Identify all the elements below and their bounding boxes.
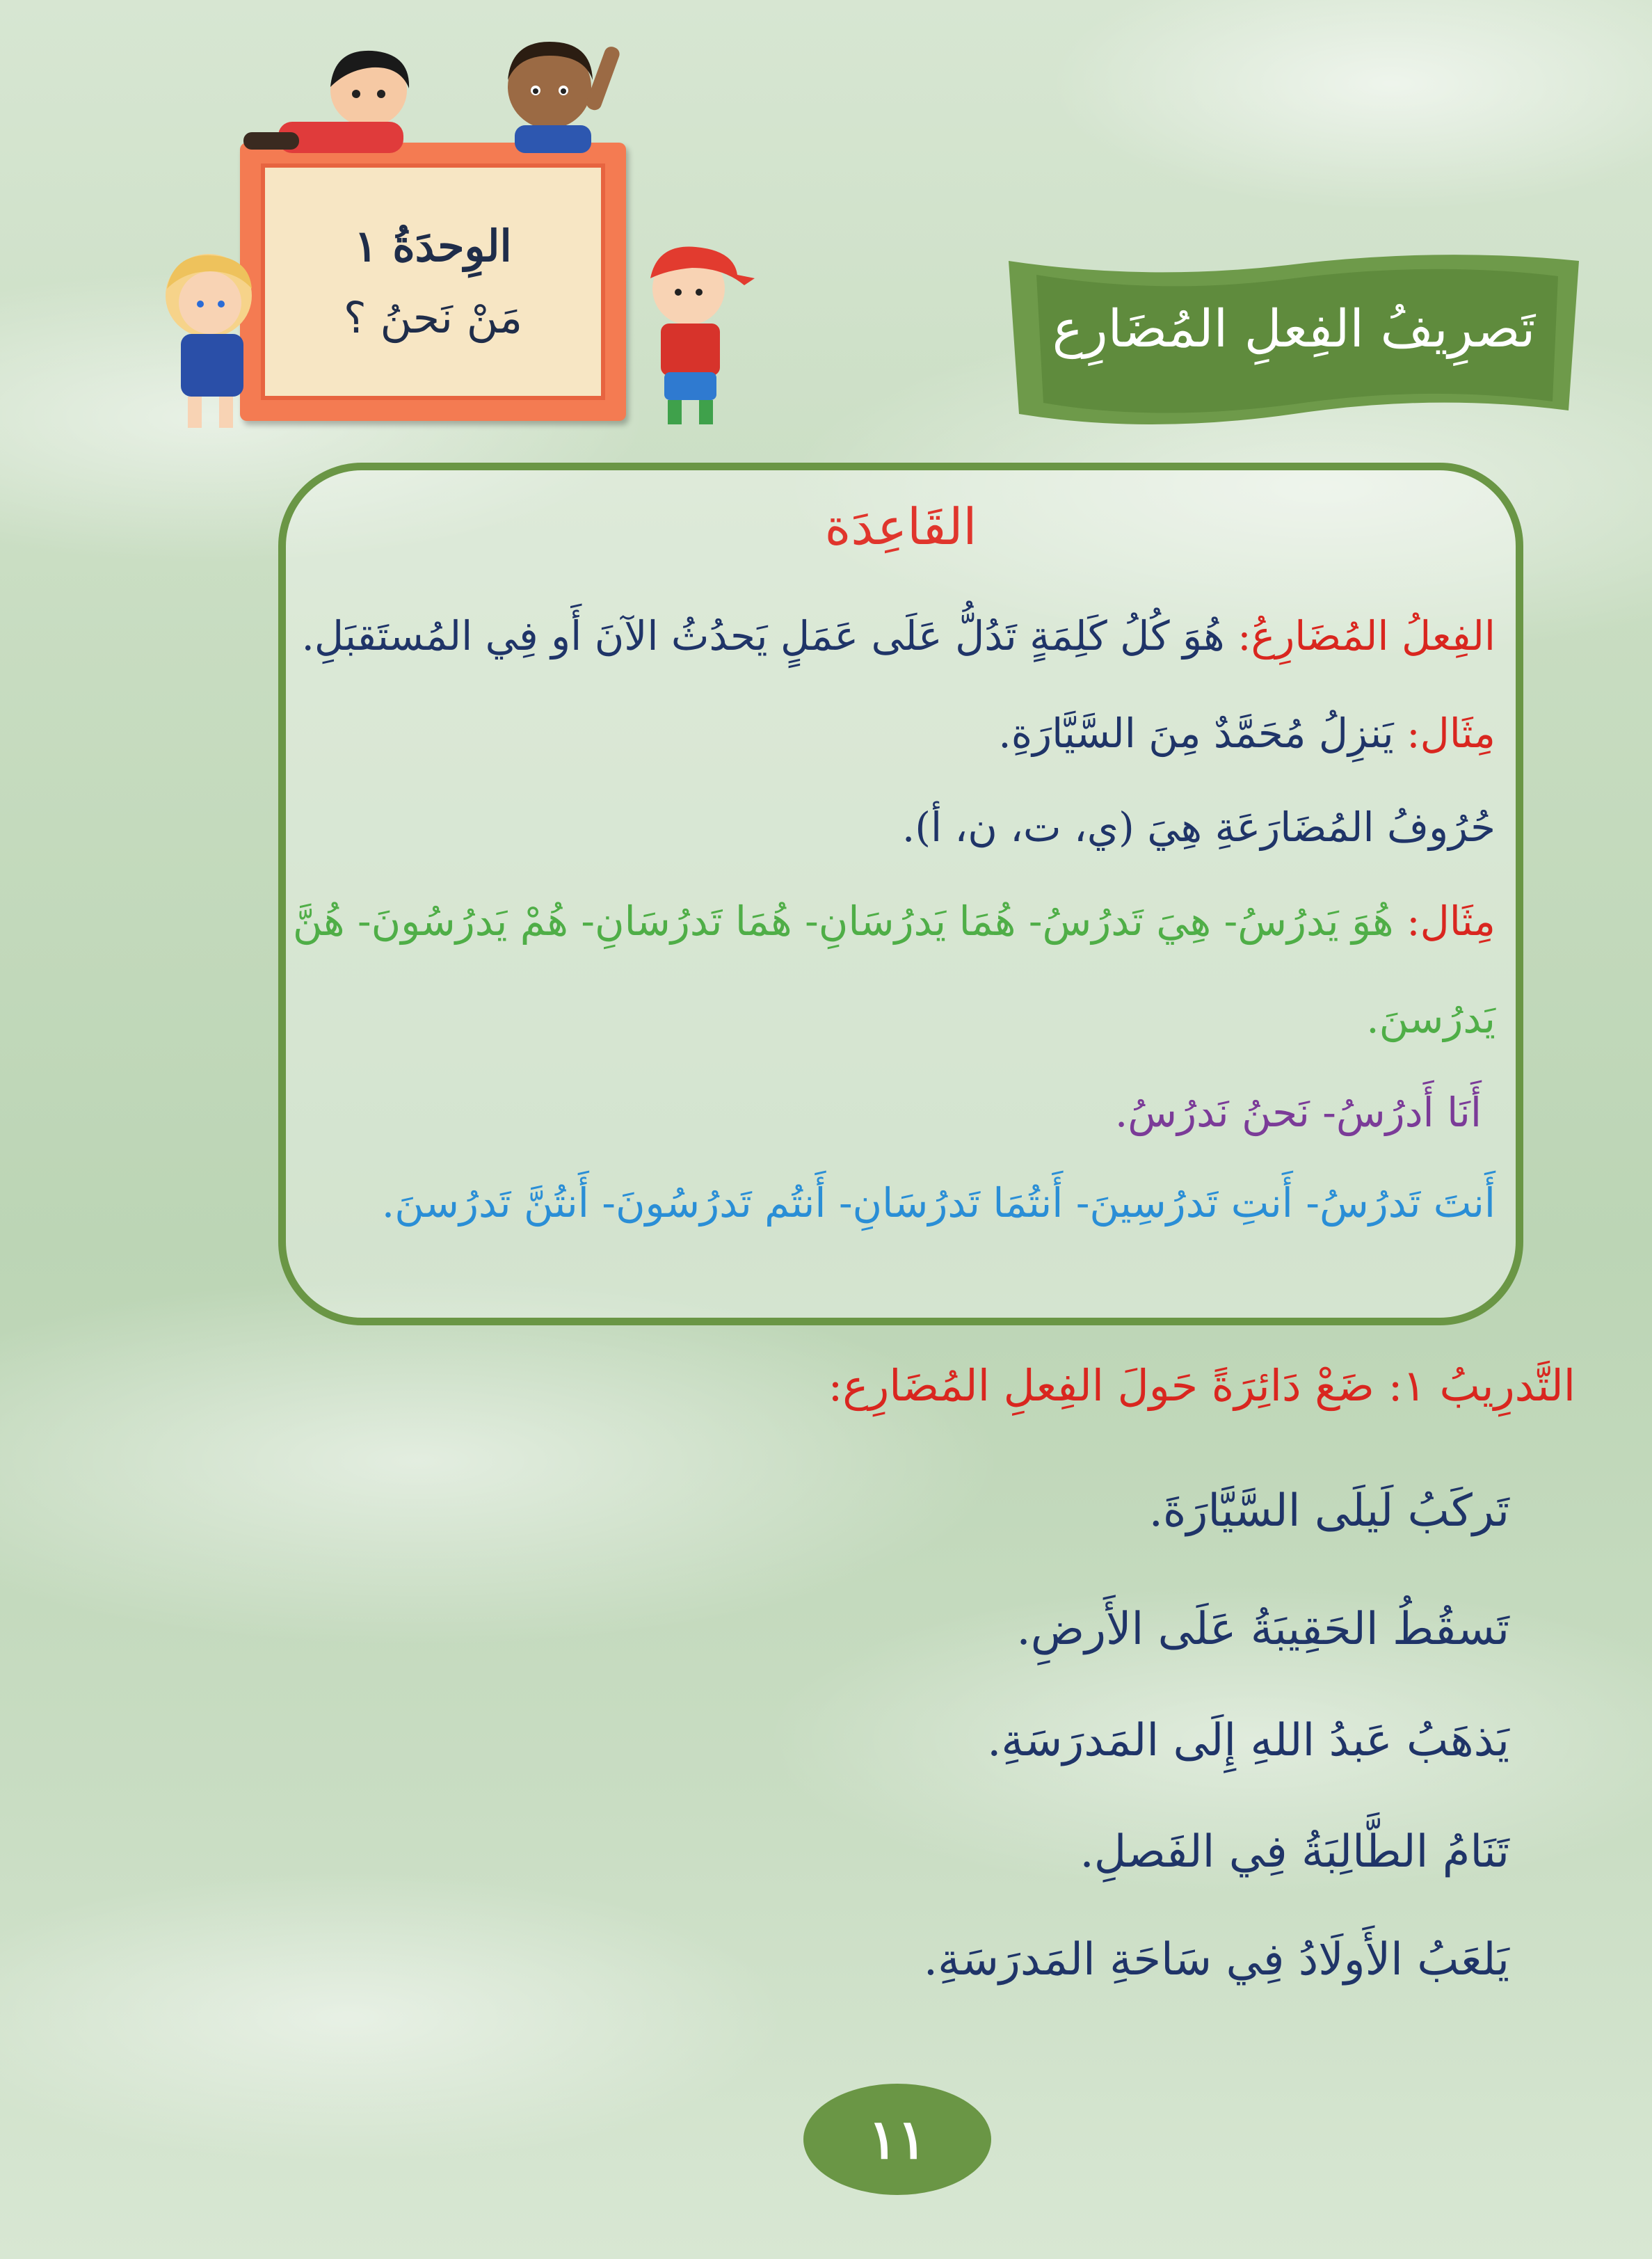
example1-line bbox=[299, 710, 1495, 757]
letters-line: حُرُوفُ المُضَارَعَةِ هِيَ (ي، ت، ن، أ). bbox=[901, 804, 1495, 851]
kid-boy-lying-illustration bbox=[236, 38, 445, 157]
unit-sign-board bbox=[261, 163, 605, 400]
kid-girl-cap-illustration bbox=[626, 237, 762, 428]
page-number: ١١ bbox=[803, 2084, 991, 2195]
exercise-item: تَركَبُ لَيلَى السَّيَّارَةَ. bbox=[1148, 1485, 1509, 1537]
exercise-item: يَلعَبُ الأَولَادُ فِي سَاحَةِ المَدرَسَةِ. bbox=[923, 1934, 1509, 1986]
definition-line bbox=[299, 612, 1495, 660]
kid-boy-waving-illustration bbox=[480, 31, 647, 153]
exercise-item: يَذهَبُ عَبدُ اللهِ إِلَى المَدرَسَةِ. bbox=[987, 1715, 1509, 1766]
second-person-line: أَنتَ تَدرُسُ- أَنتِ تَدرُسِينَ- أَنتُمَا تَدرُسَانِ- أَنتُم تَدرُسُونَ- أَنتُنَّ تَدرُسنَ. bbox=[381, 1179, 1495, 1227]
unit-sign bbox=[240, 143, 626, 421]
unit-subtitle: مَنْ نَحنُ ؟ bbox=[343, 292, 523, 343]
exercise-heading: التَّدرِيبُ ١: ضَعْ دَائِرَةً حَولَ الفِعلِ المُضَارِع: bbox=[828, 1360, 1575, 1411]
example1-label: مِثَال: bbox=[1406, 710, 1495, 757]
exercise-item: تَنَامُ الطَّالِبَةُ فِي الفَصلِ. bbox=[1080, 1826, 1509, 1878]
example2-continuation: يَدرُسنَ. bbox=[1366, 995, 1495, 1042]
definition-text: هُوَ كُلُ كَلِمَةٍ تَدُلُّ عَلَى عَمَلٍ يَحدُثُ الآنَ أَو فِي المُستَقبَلِ. bbox=[301, 612, 1238, 660]
lesson-title: تَصرِيفُ الفِعلِ المُضَارِع bbox=[1052, 299, 1536, 359]
rule-heading: القَاعِدَة bbox=[824, 497, 977, 556]
example2-label: مِثَال: bbox=[1406, 897, 1495, 945]
unit-title: الوِحدَةُ ١ bbox=[354, 221, 512, 271]
example2-line bbox=[292, 897, 1495, 945]
example1-text: يَنزِلُ مُحَمَّدٌ مِنَ السَّيَّارَةِ. bbox=[998, 710, 1407, 757]
first-person-line: أَنَا أَدرُسُ- نَحنُ نَدرُسُ. bbox=[1114, 1089, 1482, 1136]
example2-text: هُوَ يَدرُسُ- هِيَ تَدرُسُ- هُمَا يَدرُسَانِ- هُمَا تَدرُسَانِ- هُمْ يَدرُسُونَ- هُنَّ bbox=[292, 897, 1407, 945]
definition-label: الفِعلُ المُضَارِعُ: bbox=[1237, 612, 1495, 660]
exercise-item: تَسقُطُ الحَقِيبَةُ عَلَى الأَرضِ. bbox=[1016, 1604, 1509, 1655]
kid-girl-blonde-illustration bbox=[132, 247, 282, 435]
